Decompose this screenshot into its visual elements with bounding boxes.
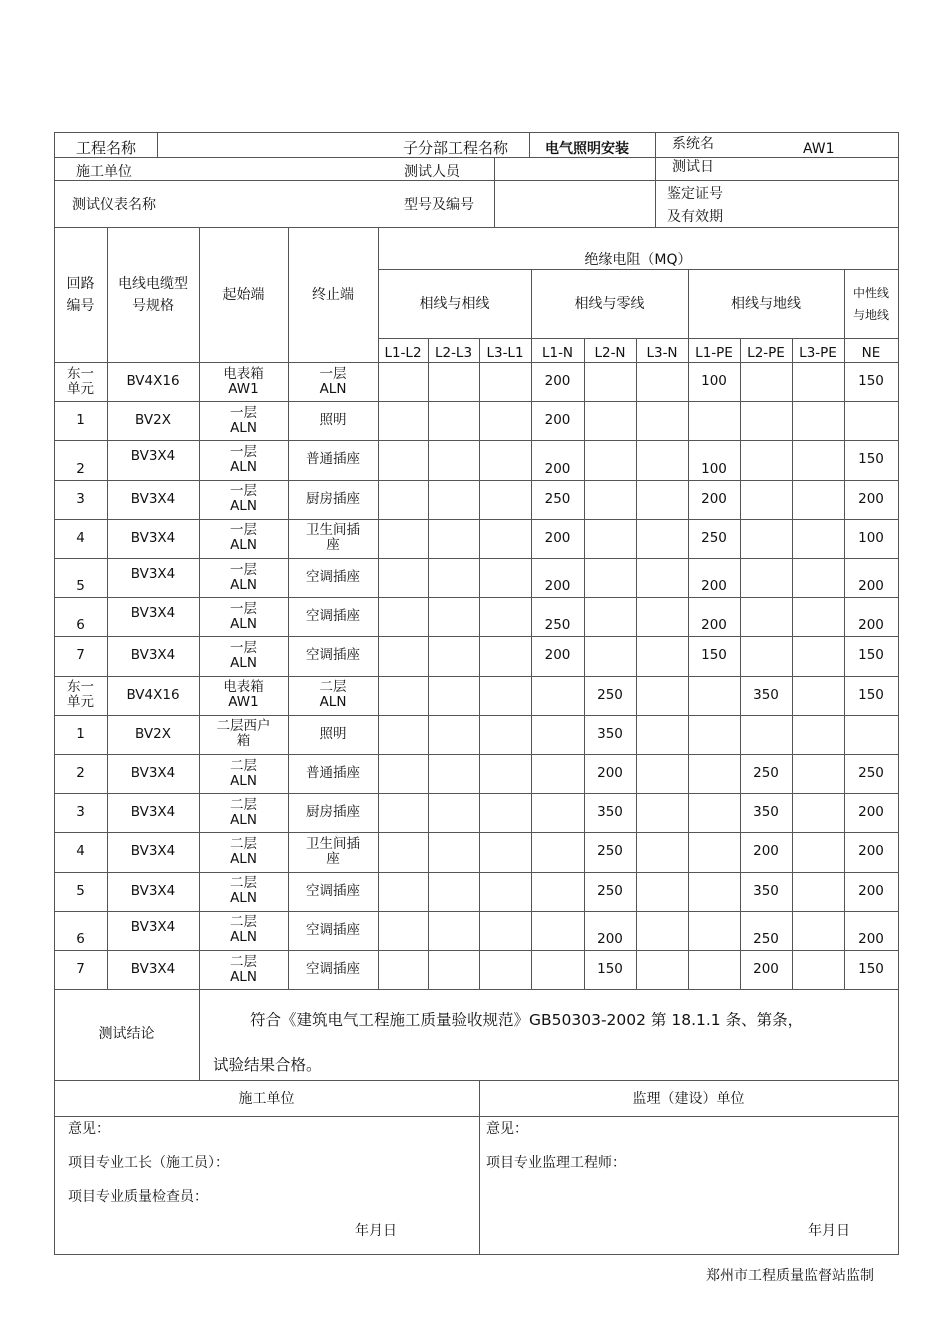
circuit-no: 5 [76,882,85,899]
value-l1-pe: 200 [701,617,727,634]
circuit-no: 6 [76,617,85,634]
grid-line-h [54,950,899,951]
grid-line-h [54,227,899,228]
grid-line-h [54,362,379,363]
circuit-no: 7 [76,961,85,978]
value-l1-n: 200 [544,647,571,664]
neutral-earth-header-line1: 中性线 [852,286,889,300]
right-opinion-label: 意见： [486,1121,528,1137]
value-ne: 250 [858,765,884,782]
inspector-label: 项目专业质量检查员： [68,1189,208,1205]
project-name-label: 工程名称 [76,139,137,157]
neutral-earth-header [844,270,898,338]
grid-line-h [54,558,899,559]
value-l2-pe: 350 [753,686,779,703]
left-date-label: 年月日 [355,1223,397,1239]
circuit-no: 2 [76,765,85,782]
end-point: 空调插座 [306,882,360,899]
value-l2-pe: 350 [753,882,779,899]
cable-spec: BV4X16 [126,686,180,703]
cable-spec: BV3X4 [130,448,176,465]
grid-line-v [898,132,899,1255]
phase-phase-header: 相线与相线 [419,295,490,312]
value-l1-n: 200 [544,529,571,546]
grid-line-h [378,338,899,339]
end-point: 一层 ALN [319,365,347,397]
foreman-label: 项目专业工长（施工员）： [68,1155,229,1171]
cable-spec: BV3X4 [130,529,176,546]
supervisor-label: 项目专业监理工程师： [486,1155,626,1171]
grid-line-v [428,338,429,990]
sub-header-l3-n: L3-N [646,345,678,361]
grid-line-h [54,180,899,181]
issuer-label: 郑州市工程质量监督站监制 [706,1268,874,1284]
end-point: 空调插座 [306,608,360,625]
start-point: 一层 ALN [230,561,257,593]
grid-line-h [54,832,899,833]
value-l2-n: 250 [597,882,623,899]
cable-spec: BV3X4 [130,605,176,622]
value-l2-pe: 250 [753,930,779,947]
cable-spec: BV3X4 [130,765,176,782]
start-point: 一层 ALN [230,443,257,475]
grid-line-h [54,440,899,441]
end-point: 卫生间插 座 [306,835,360,867]
sub-header-l2-l3: L2-L3 [434,345,473,361]
test-date-label: 测试日 [672,159,714,175]
value-l2-pe: 250 [753,765,779,782]
grid-line-v [479,1080,480,1255]
tester-label: 测试人员 [404,164,460,180]
end-point: 普通插座 [306,451,360,468]
circuit-no-header-line2: 编号 [66,298,95,314]
grid-line-v [844,269,845,990]
end-point: 厨房插座 [306,804,360,821]
grid-line-v [740,338,741,990]
value-ne: 200 [858,617,884,634]
construction-unit-title: 施工单位 [238,1090,295,1107]
grid-line-h [54,793,899,794]
grid-line-h [54,1116,899,1117]
end-point: 空调插座 [306,569,360,586]
start-point: 二层 ALN [230,835,257,867]
grid-line-v [54,132,55,1255]
grid-line-v [529,132,530,158]
cable-spec: BV3X4 [130,961,176,978]
right-date-label: 年月日 [808,1223,850,1239]
sub-header-l3-l1: L3-L1 [486,345,524,361]
value-l2-n: 150 [597,961,623,978]
value-l2-n: 250 [597,843,623,860]
grid-line-v [107,227,108,990]
value-l2-n: 350 [597,725,623,742]
left-opinion-label: 意见： [68,1121,110,1137]
value-ne: 150 [858,686,884,703]
start-point: 一层 ALN [230,639,257,671]
grid-line-v [688,269,689,990]
grid-line-h [54,754,899,755]
circuit-no: 5 [76,578,85,595]
value-l2-n: 250 [597,686,623,703]
end-point: 二层 ALN [319,679,347,711]
grid-line-v [288,227,289,990]
start-point: 二层西户 箱 [216,718,271,750]
cable-spec-header-line1: 电线电缆型 [118,276,188,292]
system-name-value: AW1 [803,141,835,157]
end-header: 终止端 [312,286,354,303]
cable-spec-header [107,228,199,362]
sub-project-value: 电气照明安装 [545,141,629,157]
grid-line-h [378,269,899,270]
grid-line-h [378,362,899,363]
start-point: 一层 ALN [230,483,257,515]
supervision-unit-title: 监理（建设）单位 [632,1090,745,1107]
grid-line-h [54,911,899,912]
grid-line-h [54,132,899,133]
value-ne: 200 [858,490,884,507]
value-l2-n: 350 [597,804,623,821]
grid-line-h [54,636,899,637]
value-ne: 200 [858,930,884,947]
circuit-no: 2 [76,460,85,477]
system-name-label: 系统名 [672,136,714,152]
phase-neutral-header: 相线与零线 [574,295,645,312]
value-ne: 150 [858,451,884,468]
neutral-earth-header-line2: 与地线 [852,308,889,322]
circuit-no: 3 [76,804,85,821]
grid-line-v [636,338,637,990]
value-l2-pe: 350 [753,804,779,821]
sub-header-ne: NE [861,345,881,361]
grid-line-v [199,989,200,1081]
end-point: 厨房插座 [306,490,360,507]
cable-spec: BV3X4 [130,566,176,583]
start-point: 一层 ALN [230,600,257,632]
value-ne: 200 [858,843,884,860]
grid-line-v [655,132,656,228]
cable-spec: BV3X4 [130,882,176,899]
start-point: 二层 ALN [230,914,257,946]
start-point: 二层 ALN [230,953,257,985]
end-point: 照明 [319,412,347,429]
cable-spec: BV3X4 [130,647,176,664]
cable-spec-header-line2: 号规格 [132,298,174,314]
value-l1-n: 200 [544,373,571,390]
conclusion-text-1: 符合《建筑电气工程施工质量验收规范》GB50303-2002 第 18.1.1 条、第条， [250,1011,804,1029]
value-l1-pe: 100 [701,373,727,390]
sub-header-l2-pe: L2-PE [747,345,785,361]
start-point: 二层 ALN [230,757,257,789]
grid-line-v [378,227,379,990]
sub-header-l1-l2: L1-L2 [384,345,422,361]
grid-line-v [157,132,158,158]
end-point: 空调插座 [306,961,360,978]
circuit-no: 东一 单元 [67,679,94,711]
value-ne: 200 [858,804,884,821]
start-point: 二层 ALN [230,875,257,907]
end-point: 普通插座 [306,765,360,782]
construction-unit-label: 施工单位 [76,164,132,180]
value-l2-pe: 200 [753,961,779,978]
sub-header-l1-n: L1-N [541,345,574,361]
circuit-no: 3 [76,490,85,507]
cable-spec: BV3X4 [130,843,176,860]
insulation-header: 绝缘电阻（MQ） [584,251,692,268]
start-point: 二层 ALN [230,796,257,828]
end-point: 照明 [319,725,347,742]
start-header: 起始端 [222,286,265,303]
value-l1-n: 250 [544,617,571,634]
value-ne: 150 [858,961,884,978]
value-l1-pe: 100 [701,460,727,477]
conclusion-label: 测试结论 [98,1025,155,1042]
cable-spec: BV3X4 [130,490,176,507]
grid-line-v [584,338,585,990]
end-point: 空调插座 [306,921,360,938]
grid-line-v [494,157,495,228]
sub-header-l3-pe: L3-PE [799,345,837,361]
model-label: 型号及编号 [404,197,474,213]
circuit-no-header-line1: 回路 [66,276,95,292]
circuit-no: 4 [76,529,85,546]
sub-project-label: 子分部工程名称 [403,139,509,157]
value-l2-n: 200 [597,930,623,947]
grid-line-h [54,872,899,873]
sub-header-l2-n: L2-N [594,345,626,361]
cable-spec: BV2X [135,412,171,429]
grid-line-h [54,519,899,520]
circuit-no: 1 [76,412,85,429]
grid-line-h [54,480,899,481]
cert-label-2: 及有效期 [667,209,723,225]
circuit-no-header [54,228,107,362]
value-l1-pe: 200 [701,490,727,507]
start-point: 一层 ALN [230,522,257,554]
cert-label-1: 鉴定证号 [667,186,723,202]
value-l2-n: 200 [597,765,623,782]
end-point: 卫生间插 座 [306,522,360,554]
start-point: 一层 ALN [230,404,257,436]
conclusion-text-2: 试验结果合格。 [213,1056,322,1074]
cable-spec: BV2X [135,725,171,742]
value-l1-pe: 250 [701,529,727,546]
grid-line-h [54,1254,899,1255]
cable-spec: BV3X4 [130,918,176,935]
value-l2-pe: 200 [753,843,779,860]
grid-line-v [792,338,793,990]
value-l1-pe: 150 [701,647,727,664]
grid-line-h [54,401,899,402]
circuit-no: 4 [76,843,85,860]
start-point: 电表箱 AW1 [223,679,264,711]
value-ne: 150 [858,647,884,664]
grid-line-h [54,1080,899,1081]
phase-earth-header: 相线与地线 [731,295,801,312]
grid-line-v [531,269,532,990]
grid-line-h [54,157,899,158]
circuit-no: 6 [76,930,85,947]
value-l1-n: 200 [544,578,571,595]
end-point: 空调插座 [306,647,360,664]
grid-line-h [54,715,899,716]
instrument-label: 测试仪表名称 [72,197,156,213]
start-point: 电表箱 AW1 [223,365,264,397]
grid-line-v [199,227,200,990]
grid-line-v [479,338,480,990]
cable-spec: BV3X4 [130,804,176,821]
value-l1-n: 250 [544,490,571,507]
value-ne: 100 [858,529,884,546]
grid-line-h [54,989,899,990]
cable-spec: BV4X16 [126,373,180,390]
value-ne: 150 [858,373,884,390]
circuit-no: 7 [76,647,85,664]
value-l1-n: 200 [544,412,571,429]
value-ne: 200 [858,578,884,595]
grid-line-h [54,597,899,598]
grid-line-h [54,676,899,677]
circuit-no: 1 [76,725,85,742]
circuit-no: 东一 单元 [67,365,94,397]
value-ne: 200 [858,882,884,899]
sub-header-l1-pe: L1-PE [695,345,733,361]
value-l1-pe: 200 [701,578,727,595]
value-l1-n: 200 [544,460,571,477]
